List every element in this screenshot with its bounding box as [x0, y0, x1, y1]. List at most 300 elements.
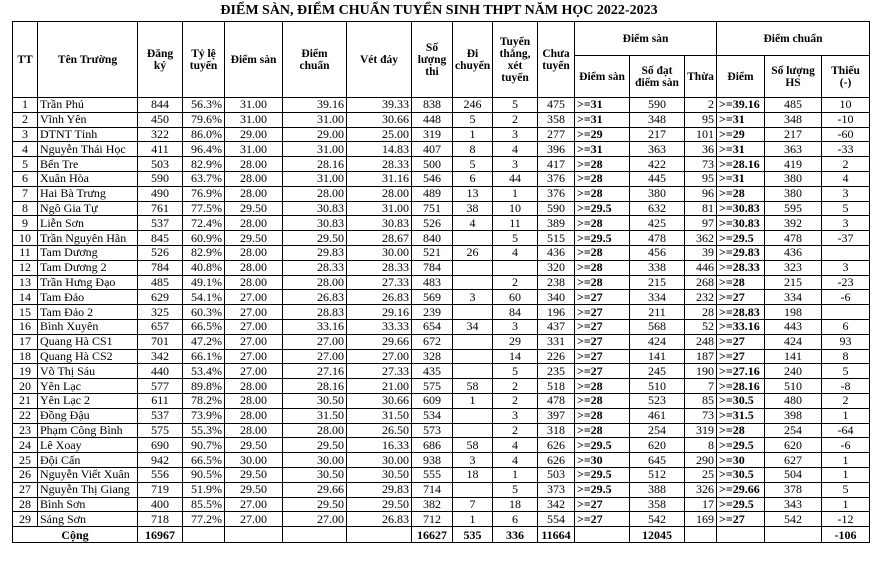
total-floor-passed: 12045 — [630, 527, 685, 543]
cell-benchmark-score: 31.50 — [283, 408, 347, 423]
cell-tt: 9 — [13, 216, 38, 231]
cell-benchmark-score: 29.66 — [283, 482, 347, 497]
cell-registered: 400 — [138, 497, 183, 512]
cell-direct-admission: 4 — [493, 438, 538, 453]
cell-exam-count: 239 — [412, 305, 453, 320]
cell-floor-threshold: >=30 — [575, 453, 630, 468]
cell-benchmark-score: 29.83 — [283, 245, 347, 260]
cell-transferred: 8 — [453, 142, 493, 157]
cell-floor-threshold: >=31 — [575, 112, 630, 127]
cell-floor-passed: 141 — [630, 349, 685, 364]
cell-benchmark-score: 28.00 — [283, 423, 347, 438]
cell-benchmark-score: 30.50 — [283, 393, 347, 408]
cell-school-name: Trần Phú — [38, 98, 138, 113]
cell-exam-count: 500 — [412, 157, 453, 172]
cell-shortage: 2 — [822, 157, 870, 172]
cell-tt: 18 — [13, 349, 38, 364]
cell-benchmark-threshold: >=30.5 — [717, 467, 765, 482]
cell-school-name: Quang Hà CS1 — [38, 334, 138, 349]
table-row — [13, 305, 870, 320]
cell-benchmark-threshold: >=29.66 — [717, 482, 765, 497]
cell-floor-passed: 424 — [630, 334, 685, 349]
cell-transferred: 3 — [453, 453, 493, 468]
cell-tt: 28 — [13, 497, 38, 512]
cell-floor-score: 27.00 — [225, 349, 283, 364]
cell-surplus: 81 — [685, 201, 717, 216]
cell-benchmark-threshold: >=27 — [717, 512, 765, 527]
cell-school-name: Liễn Sơn — [38, 216, 138, 231]
cell-floor-passed: 380 — [630, 186, 685, 201]
cell-not-admitted: 376 — [538, 171, 575, 186]
cell-direct-admission: 44 — [493, 171, 538, 186]
cell-registered: 526 — [138, 245, 183, 260]
cell-school-name: Nguyễn Viết Xuân — [38, 467, 138, 482]
cell-student-count: 363 — [765, 142, 822, 157]
cell-benchmark-threshold: >=30.83 — [717, 201, 765, 216]
cell-school-name: Lê Xoay — [38, 438, 138, 453]
cell-not-admitted: 417 — [538, 157, 575, 172]
cell-benchmark-threshold: >=29.5 — [717, 231, 765, 246]
cell-exam-count: 686 — [412, 438, 453, 453]
cell-surplus: 52 — [685, 319, 717, 334]
cell-school-name: Quang Hà CS2 — [38, 349, 138, 364]
cell-shortage: -23 — [822, 275, 870, 290]
cell-shortage: 10 — [822, 98, 870, 113]
cell-shortage: 5 — [822, 364, 870, 379]
cell-registered: 490 — [138, 186, 183, 201]
cell-student-count: 254 — [765, 423, 822, 438]
cell-benchmark-score: 28.16 — [283, 379, 347, 394]
cell-registered: 450 — [138, 112, 183, 127]
cell-school-name: Yên Lạc 2 — [38, 393, 138, 408]
table-row — [13, 497, 870, 512]
cell-not-admitted: 554 — [538, 512, 575, 527]
cell-benchmark-threshold: >=31.5 — [717, 408, 765, 423]
cell-floor-passed: 456 — [630, 245, 685, 260]
cell-exam-count: 609 — [412, 393, 453, 408]
cell-surplus: 326 — [685, 482, 717, 497]
cell-admission-rate: 86.0% — [183, 127, 225, 142]
cell-floor-threshold: >=29 — [575, 127, 630, 142]
cell-floor-passed: 620 — [630, 438, 685, 453]
cell-floor-score: 28.00 — [225, 245, 283, 260]
cell-transferred: 13 — [453, 186, 493, 201]
cell-transferred — [453, 231, 493, 246]
header-group-benchmark: Điểm chuẩn — [717, 22, 870, 56]
cell-admission-rate: 56.3% — [183, 98, 225, 113]
cell-not-admitted: 437 — [538, 319, 575, 334]
cell-benchmark-threshold: >=27.16 — [717, 364, 765, 379]
cell-shortage: -12 — [822, 512, 870, 527]
cell-direct-admission: 4 — [493, 245, 538, 260]
cell-tt: 25 — [13, 453, 38, 468]
cell-benchmark-score: 26.83 — [283, 290, 347, 305]
cell-student-count: 478 — [765, 231, 822, 246]
cell-transferred — [453, 364, 493, 379]
table-row — [13, 408, 870, 423]
cell-tt: 23 — [13, 423, 38, 438]
cell-not-admitted: 515 — [538, 231, 575, 246]
header-admission-rate: Tỷ lệ tuyển — [183, 22, 225, 98]
cell-tt: 12 — [13, 260, 38, 275]
cell-transferred: 18 — [453, 467, 493, 482]
cell-tt: 10 — [13, 231, 38, 246]
table-row — [13, 512, 870, 527]
cell-floor-threshold: >=28 — [575, 186, 630, 201]
cell-floor-score: 29.50 — [225, 467, 283, 482]
table-row — [13, 157, 870, 172]
cell-shortage: -64 — [822, 423, 870, 438]
cell-lowest-score: 39.33 — [347, 98, 412, 113]
cell-tt: 3 — [13, 127, 38, 142]
cell-tt: 22 — [13, 408, 38, 423]
page-title: ĐIỂM SÀN, ĐIỂM CHUẨN TUYỂN SINH THPT NĂM HỌC 2022-2023 — [220, 3, 658, 18]
cell-lowest-score: 29.83 — [347, 482, 412, 497]
cell-admission-rate: 79.6% — [183, 112, 225, 127]
cell-shortage: 4 — [822, 171, 870, 186]
cell-school-name: Trần Hưng Đạo — [38, 275, 138, 290]
cell-student-count: 595 — [765, 201, 822, 216]
cell-transferred: 5 — [453, 112, 493, 127]
cell-exam-count: 407 — [412, 142, 453, 157]
cell-transferred: 3 — [453, 290, 493, 305]
cell-tt: 4 — [13, 142, 38, 157]
table-row — [13, 393, 870, 408]
cell-floor-passed: 632 — [630, 201, 685, 216]
cell-floor-passed: 254 — [630, 423, 685, 438]
cell-direct-admission: 5 — [493, 482, 538, 497]
cell-registered: 322 — [138, 127, 183, 142]
header-floor-score: Điểm sàn — [225, 22, 283, 98]
cell-surplus: 36 — [685, 142, 717, 157]
cell-admission-rate: 82.9% — [183, 157, 225, 172]
cell-not-admitted: 238 — [538, 275, 575, 290]
cell-shortage: 5 — [822, 482, 870, 497]
cell-registered: 690 — [138, 438, 183, 453]
cell-registered: 503 — [138, 157, 183, 172]
cell-benchmark-score: 39.16 — [283, 98, 347, 113]
cell-benchmark-threshold: >=30 — [717, 453, 765, 468]
cell-exam-count: 575 — [412, 379, 453, 394]
cell-student-count: 398 — [765, 408, 822, 423]
cell-floor-score: 27.00 — [225, 319, 283, 334]
cell-transferred — [453, 260, 493, 275]
cell-shortage: 93 — [822, 334, 870, 349]
cell-school-name: Xuân Hòa — [38, 171, 138, 186]
cell-shortage: 1 — [822, 453, 870, 468]
cell-student-count: 348 — [765, 112, 822, 127]
header-exam-count: Số lượng thi — [412, 22, 453, 98]
cell-floor-passed: 338 — [630, 260, 685, 275]
cell-exam-count: 555 — [412, 467, 453, 482]
cell-student-count: 510 — [765, 379, 822, 394]
cell-floor-threshold: >=29.5 — [575, 231, 630, 246]
cell-exam-count: 938 — [412, 453, 453, 468]
cell-transferred: 1 — [453, 127, 493, 142]
cell-exam-count: 751 — [412, 201, 453, 216]
cell-not-admitted: 590 — [538, 201, 575, 216]
cell-transferred: 34 — [453, 319, 493, 334]
cell-surplus: 25 — [685, 467, 717, 482]
cell-floor-score: 30.00 — [225, 453, 283, 468]
cell-tt: 27 — [13, 482, 38, 497]
cell-not-admitted: 318 — [538, 423, 575, 438]
cell-registered: 611 — [138, 393, 183, 408]
cell-tt: 29 — [13, 512, 38, 527]
cell-school-name: Hai Bà Trưng — [38, 186, 138, 201]
cell-transferred: 58 — [453, 379, 493, 394]
cell-benchmark-score: 27.00 — [283, 512, 347, 527]
cell-exam-count: 435 — [412, 364, 453, 379]
cell-floor-score: 28.00 — [225, 408, 283, 423]
cell-tt: 19 — [13, 364, 38, 379]
cell-tt: 6 — [13, 171, 38, 186]
cell-admission-rate: 40.8% — [183, 260, 225, 275]
cell-floor-score: 28.00 — [225, 260, 283, 275]
cell-not-admitted: 503 — [538, 467, 575, 482]
cell-floor-score: 29.50 — [225, 438, 283, 453]
cell-registered: 718 — [138, 512, 183, 527]
cell-floor-passed: 645 — [630, 453, 685, 468]
cell-shortage — [822, 305, 870, 320]
cell-floor-passed: 348 — [630, 112, 685, 127]
cell-school-name: Bình Xuyên — [38, 319, 138, 334]
cell-benchmark-threshold: >=27 — [717, 349, 765, 364]
cell-exam-count: 382 — [412, 497, 453, 512]
cell-surplus: 73 — [685, 157, 717, 172]
cell-admission-rate: 72.4% — [183, 216, 225, 231]
cell-registered: 942 — [138, 453, 183, 468]
cell-not-admitted: 376 — [538, 186, 575, 201]
table-row — [13, 423, 870, 438]
cell-floor-threshold: >=29.5 — [575, 438, 630, 453]
cell-student-count: 485 — [765, 98, 822, 113]
cell-admission-rate: 60.9% — [183, 231, 225, 246]
subheader-score: Điểm — [717, 56, 765, 98]
cell-direct-admission: 2 — [493, 393, 538, 408]
cell-registered: 440 — [138, 364, 183, 379]
cell-benchmark-threshold: >=29.83 — [717, 245, 765, 260]
table-row — [13, 98, 870, 113]
cell-shortage: 3 — [822, 260, 870, 275]
cell-floor-threshold: >=27 — [575, 334, 630, 349]
cell-student-count: 215 — [765, 275, 822, 290]
cell-surplus: 268 — [685, 275, 717, 290]
cell-tt: 7 — [13, 186, 38, 201]
cell-school-name: Tam Dương — [38, 245, 138, 260]
cell-surplus: 97 — [685, 216, 717, 231]
cell-exam-count: 483 — [412, 275, 453, 290]
cell-floor-score: 28.00 — [225, 423, 283, 438]
cell-shortage: 1 — [822, 408, 870, 423]
subheader-floor-score: Điểm sàn — [575, 56, 630, 98]
cell-school-name: Trần Nguyên Hãn — [38, 231, 138, 246]
cell-admission-rate: 60.3% — [183, 305, 225, 320]
cell-school-name: Nguyễn Thị Giang — [38, 482, 138, 497]
table-row — [13, 245, 870, 260]
cell-benchmark-score: 27.16 — [283, 364, 347, 379]
cell-transferred: 38 — [453, 201, 493, 216]
cell-benchmark-threshold: >=27 — [717, 290, 765, 305]
table-row — [13, 334, 870, 349]
cell-surplus: 169 — [685, 512, 717, 527]
cell-not-admitted: 518 — [538, 379, 575, 394]
table-row — [13, 290, 870, 305]
cell-surplus: 96 — [685, 186, 717, 201]
table-row — [13, 142, 870, 157]
cell-benchmark-score: 28.00 — [283, 275, 347, 290]
cell-school-name: Yên Lạc — [38, 379, 138, 394]
cell-tt: 2 — [13, 112, 38, 127]
cell-student-count: 217 — [765, 127, 822, 142]
cell-floor-threshold: >=27 — [575, 349, 630, 364]
cell-registered: 784 — [138, 260, 183, 275]
cell-benchmark-score: 31.00 — [283, 142, 347, 157]
cell-direct-admission: 4 — [493, 142, 538, 157]
cell-tt: 20 — [13, 379, 38, 394]
cell-floor-threshold: >=27 — [575, 364, 630, 379]
cell-registered: 577 — [138, 379, 183, 394]
cell-exam-count: 672 — [412, 334, 453, 349]
cell-transferred: 4 — [453, 216, 493, 231]
cell-floor-threshold: >=27 — [575, 305, 630, 320]
table-row — [13, 201, 870, 216]
cell-lowest-score: 30.66 — [347, 112, 412, 127]
cell-admission-rate: 82.9% — [183, 245, 225, 260]
header-registered: Đăng ký — [138, 22, 183, 98]
cell-student-count: 392 — [765, 216, 822, 231]
cell-direct-admission: 84 — [493, 305, 538, 320]
cell-direct-admission: 14 — [493, 349, 538, 364]
cell-admission-rate: 66.5% — [183, 453, 225, 468]
cell-surplus: 232 — [685, 290, 717, 305]
cell-not-admitted: 235 — [538, 364, 575, 379]
cell-admission-rate: 78.2% — [183, 393, 225, 408]
cell-transferred — [453, 305, 493, 320]
table-row — [13, 231, 870, 246]
cell-floor-passed: 217 — [630, 127, 685, 142]
total-shortage: -106 — [822, 527, 870, 543]
cell-lowest-score: 30.83 — [347, 216, 412, 231]
cell-floor-score: 27.00 — [225, 334, 283, 349]
table-row — [13, 112, 870, 127]
cell-registered: 575 — [138, 423, 183, 438]
cell-floor-score: 28.00 — [225, 171, 283, 186]
cell-shortage: -37 — [822, 231, 870, 246]
cell-shortage: 5 — [822, 201, 870, 216]
table-row — [13, 349, 870, 364]
cell-direct-admission: 3 — [493, 127, 538, 142]
cell-floor-passed: 211 — [630, 305, 685, 320]
cell-benchmark-score: 29.50 — [283, 497, 347, 512]
cell-floor-passed: 445 — [630, 171, 685, 186]
cell-lowest-score: 28.67 — [347, 231, 412, 246]
cell-direct-admission: 3 — [493, 408, 538, 423]
table-header — [13, 22, 870, 98]
cell-benchmark-score: 29.00 — [283, 127, 347, 142]
cell-admission-rate: 85.5% — [183, 497, 225, 512]
cell-direct-admission: 3 — [493, 319, 538, 334]
subheader-student-count: Số lượng HS — [765, 56, 822, 98]
cell-floor-score: 27.00 — [225, 290, 283, 305]
cell-school-name: Tam Đảo 2 — [38, 305, 138, 320]
cell-transferred: 1 — [453, 512, 493, 527]
cell-exam-count: 448 — [412, 112, 453, 127]
cell-exam-count: 546 — [412, 171, 453, 186]
table-row — [13, 216, 870, 231]
cell-direct-admission: 5 — [493, 98, 538, 113]
cell-floor-threshold: >=28 — [575, 216, 630, 231]
cell-surplus: 101 — [685, 127, 717, 142]
cell-lowest-score: 28.33 — [347, 260, 412, 275]
cell-direct-admission: 4 — [493, 453, 538, 468]
cell-school-name: Đội Cấn — [38, 453, 138, 468]
cell-shortage — [822, 245, 870, 260]
cell-student-count: 480 — [765, 393, 822, 408]
subheader-floor-passed: Số đạt điểm sàn — [630, 56, 685, 98]
cell-registered: 719 — [138, 482, 183, 497]
cell-exam-count: 526 — [412, 216, 453, 231]
cell-direct-admission: 2 — [493, 379, 538, 394]
cell-floor-threshold: >=27 — [575, 497, 630, 512]
cell-admission-rate: 76.9% — [183, 186, 225, 201]
cell-tt: 24 — [13, 438, 38, 453]
cell-benchmark-score: 31.00 — [283, 112, 347, 127]
cell-registered: 537 — [138, 408, 183, 423]
cell-admission-rate: 89.8% — [183, 379, 225, 394]
header-benchmark-score: Điểm chuẩn — [283, 22, 347, 98]
cell-registered: 537 — [138, 216, 183, 231]
cell-exam-count: 521 — [412, 245, 453, 260]
admission-table — [12, 21, 870, 543]
cell-benchmark-threshold: >=28.83 — [717, 305, 765, 320]
cell-lowest-score: 21.00 — [347, 379, 412, 394]
cell-floor-threshold: >=31 — [575, 98, 630, 113]
cell-exam-count: 534 — [412, 408, 453, 423]
cell-floor-score: 28.00 — [225, 157, 283, 172]
cell-transferred — [453, 408, 493, 423]
cell-surplus: 362 — [685, 231, 717, 246]
cell-transferred — [453, 482, 493, 497]
cell-floor-passed: 461 — [630, 408, 685, 423]
cell-benchmark-threshold: >=30.83 — [717, 216, 765, 231]
cell-shortage: 3 — [822, 216, 870, 231]
header-direct-admission: Tuyển thẳng, xét tuyển — [493, 22, 538, 98]
cell-benchmark-score: 28.16 — [283, 157, 347, 172]
cell-benchmark-threshold: >=28.33 — [717, 260, 765, 275]
cell-shortage: -60 — [822, 127, 870, 142]
cell-lowest-score: 30.66 — [347, 393, 412, 408]
cell-school-name: Phạm Công Bình — [38, 423, 138, 438]
cell-transferred: 246 — [453, 98, 493, 113]
cell-not-admitted: 358 — [538, 112, 575, 127]
cell-lowest-score: 29.66 — [347, 334, 412, 349]
cell-lowest-score: 26.83 — [347, 290, 412, 305]
cell-admission-rate: 53.4% — [183, 364, 225, 379]
cell-benchmark-threshold: >=28 — [717, 275, 765, 290]
cell-benchmark-threshold: >=33.16 — [717, 319, 765, 334]
cell-floor-passed: 358 — [630, 497, 685, 512]
cell-floor-passed: 422 — [630, 157, 685, 172]
cell-not-admitted: 277 — [538, 127, 575, 142]
cell-student-count: 323 — [765, 260, 822, 275]
cell-benchmark-threshold: >=27 — [717, 334, 765, 349]
cell-transferred: 5 — [453, 157, 493, 172]
cell-not-admitted: 320 — [538, 260, 575, 275]
cell-school-name: Tam Đảo — [38, 290, 138, 305]
cell-benchmark-threshold: >=28 — [717, 186, 765, 201]
cell-floor-score: 28.00 — [225, 216, 283, 231]
